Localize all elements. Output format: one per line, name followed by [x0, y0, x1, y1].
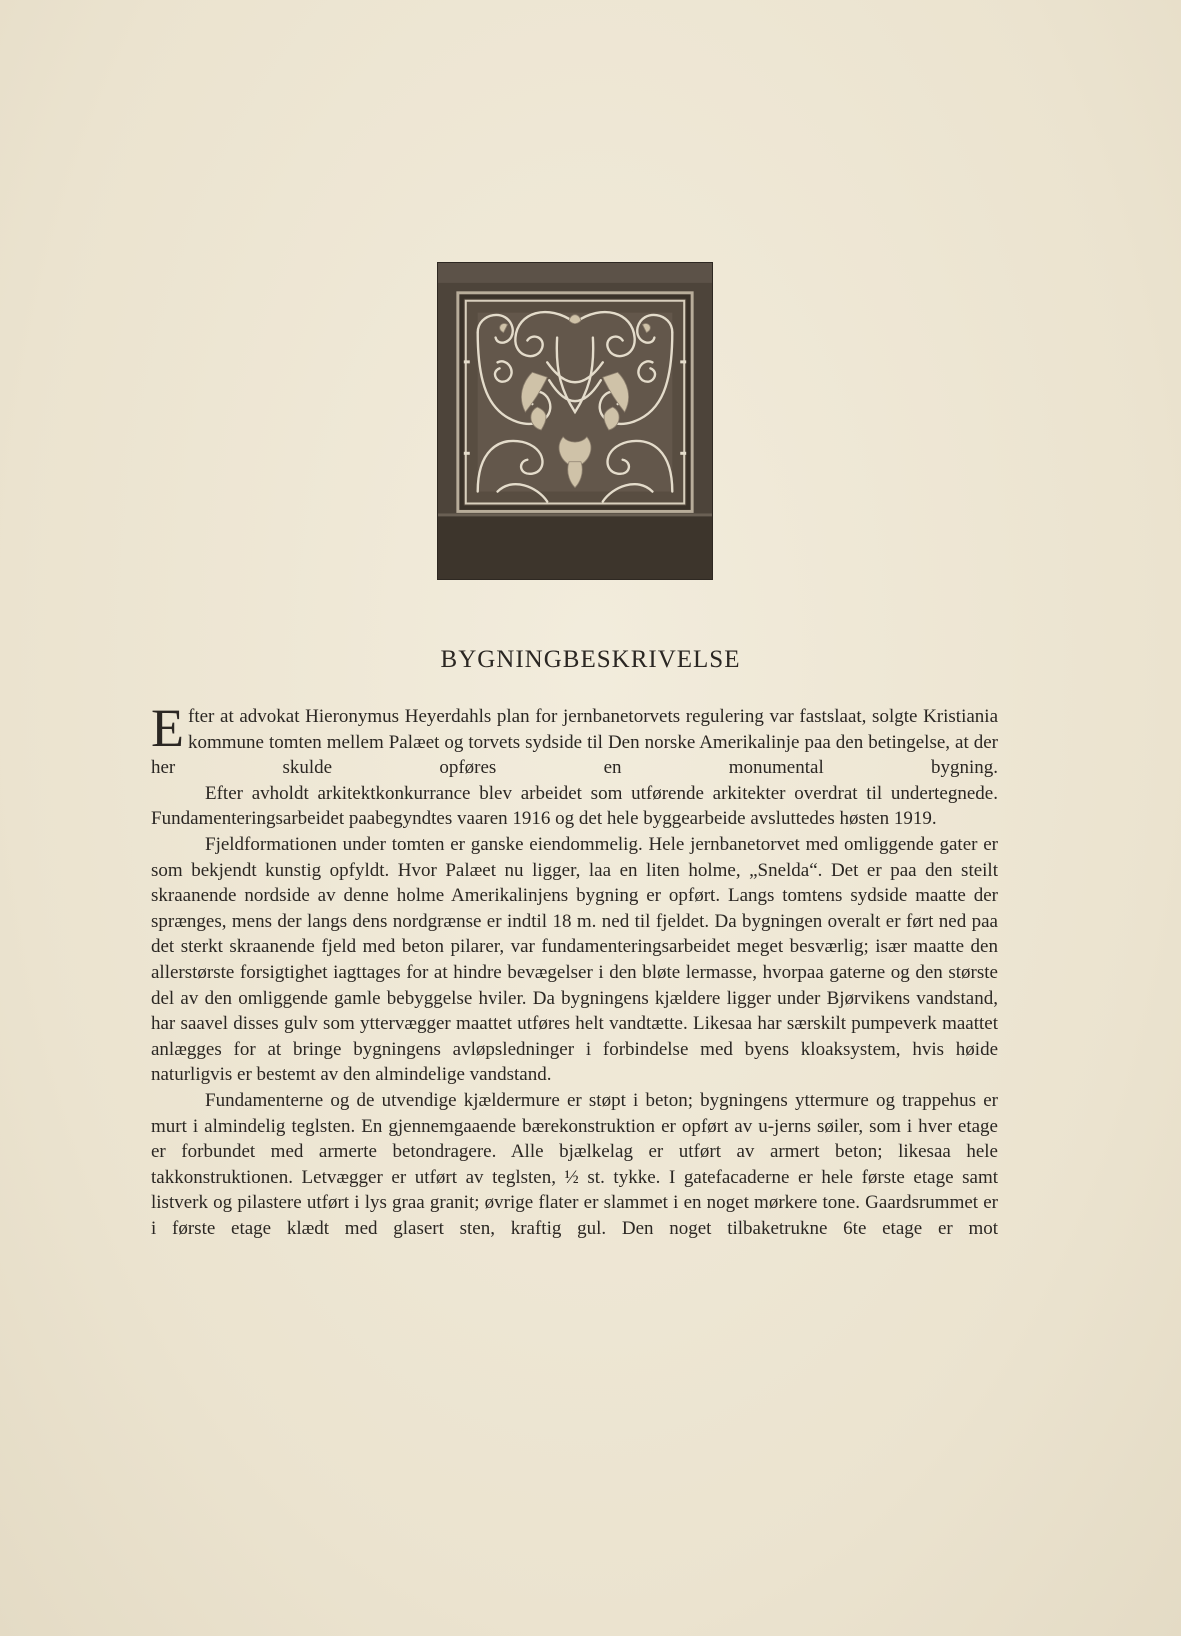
section-heading: BYGNINGBESKRIVELSE [440, 646, 741, 673]
ornamental-grille-image [438, 263, 712, 579]
paragraph-3: Fjeldformationen under tomten er ganske eiendommelig. Hele jernbanetorvet med omliggende gater er som bekjendt kunstig opfyldt. Hvor Palæet nu ligger, laa en liten holme, „Snelda“. Det er paa den steilt skraanende nordside av denne holme Amerikalinjens bygning er opført. Langs tomtens sydside maatte der sprænges, mens der langs dens nordgrænse er indtil 18 m. ned til fjeldet. Da bygningen overalt er ført ned paa det sterkt skraanende fjeld med beton pilarer, var fundamenteringsarbeidet meget besværlig; især maatte den allerstørste forsigtighet iagttages for at hindre bevægelser i den bløte lermasse, hvorpaa gaterne og den største del av den omliggende gamle bebyggelse hviler. Da bygningens kjældere ligger under Bjørvikens vandstand, har saavel disses gulv som yttervægger maattet utføres helt vandtætte. Likesaa har særskilt pumpeverk maattet anlægges for at bringe bygningens avløpsledninger i forbindelse med byens kloaksystem, hvis høide naturligvis er bestemt av den almindelige vandstand. [151, 833, 998, 1086]
paragraph-1-text: fter at advokat Hieronymus Heyerdahls plan for jernbanetorvets regulering var fastslaat, solgte Kristiania kommune tomten mellem Palæet og torvets sydside til Den norske Amerikalinje paa den betingelse, at der her skulde opføres en monumental bygning. [151, 706, 998, 779]
paragraph-4: Fundamenterne og de utvendige kjældermure er støpt i beton; bygningens yttermure og trappehus er murt i almindelig teglsten. En gjennemgaaende bærekonstruktion er opført av u-jerns søiler, som i hver etage er forbundet med armerte betondragere. Alle bjælkelag er utført av armert beton; likesaa hele takkonstruktionen. Letvægger er utført av teglsten, ½ st. tykke. I gatefacaderne er hele første etage samt listverk og pilastere utført i lys graa granit; øvrige flater er slammet i en noget mørkere tone. Gaardsrummet er i første etage klædt med glasert sten, kraftig gul. Den noget tilbaketrukne 6te etage er mot [151, 1089, 998, 1239]
grille-photograph [437, 262, 713, 580]
paragraph-2: Efter avholdt arkitektkonkurrance blev arbeidet som utførende arkitekter overdrat til undertegnede. Fundamenteringsarbeidet paabegyndtes vaaren 1916 og det hele byggearbeide avsluttedes høsten 1919. [151, 782, 998, 830]
body-text [151, 698, 998, 1241]
drop-cap: E [151, 698, 184, 758]
paragraph-1 [151, 698, 998, 781]
